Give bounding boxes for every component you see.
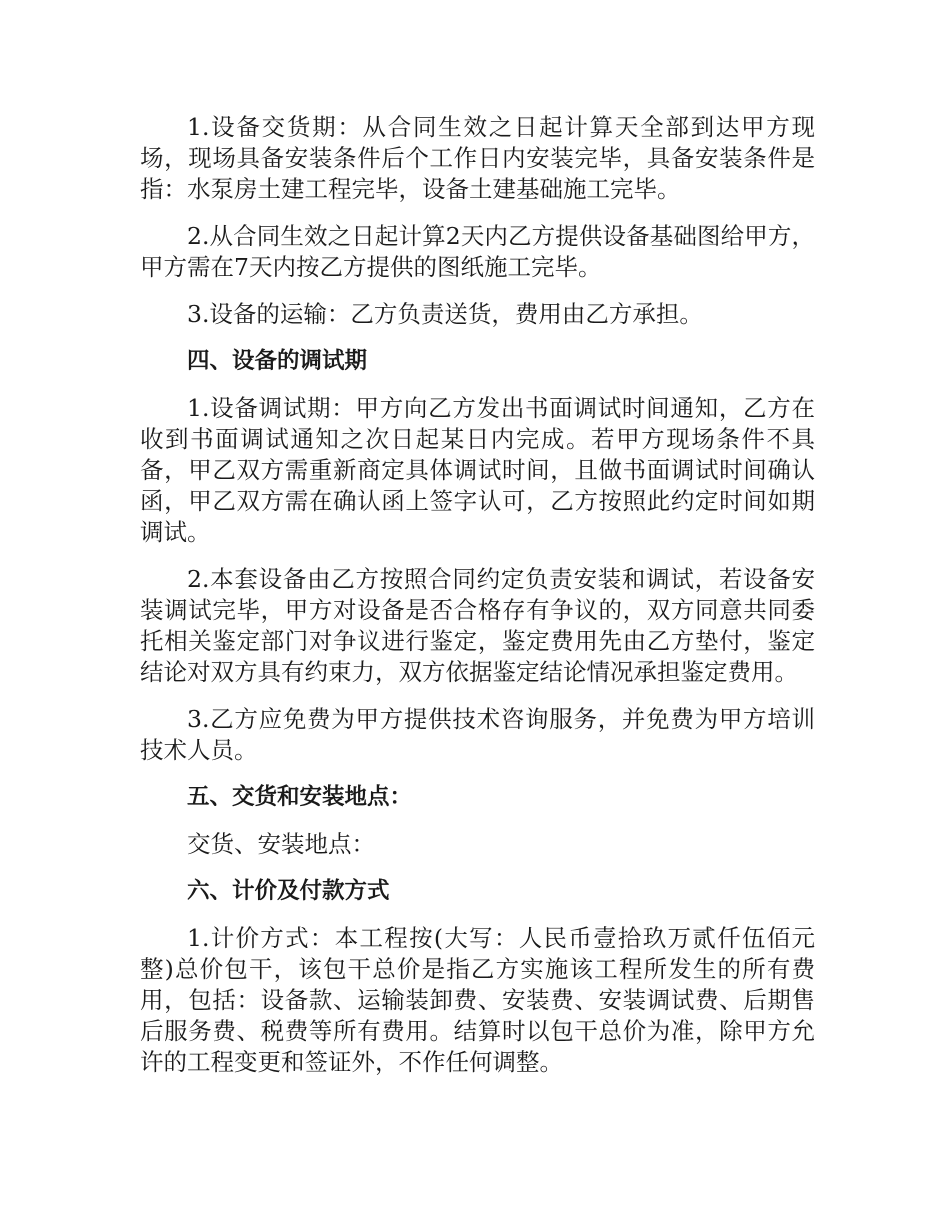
section-heading-pricing-payment: 六、计价及付款方式 — [187, 878, 390, 904]
paragraph-technical-service: 3.乙方应免费为甲方提供技术咨询服务，并免费为甲方培训技术人员。 — [140, 705, 815, 764]
paragraph-foundation-drawing: 2.从合同生效之日起计算2天内乙方提供设备基础图给甲方，甲方需在7天内按乙方提供的图纸施工完毕。 — [140, 222, 815, 281]
document-page — [140, 112, 815, 1094]
paragraph-transport: 3.设备的运输：乙方负责送货，费用由乙方承担。 — [187, 300, 703, 328]
section-heading-delivery-location: 五、交货和安装地点： — [187, 784, 413, 810]
section-heading-commissioning: 四、设备的调试期 — [187, 348, 368, 374]
paragraph-delivery-period: 1.设备交货期：从合同生效之日起计算天全部到达甲方现场，现场具备安装条件后个工作日内安装完毕，具备安装条件是指：水泵房土建工程完毕，设备土建基础施工完毕。 — [140, 113, 815, 203]
paragraph-pricing-method: 1.计价方式：本工程按(大写：人民币壹拾玖万贰仟伍佰元整)总价包干，该包干总价是指乙方实施该工程所发生的所有费用，包括：设备款、运输装卸费、安装费、安装调试费、后期售后服务费、税费等所有费用。结算时以包干总价为准，除甲方允许的工程变更和签证外，不作任何调整。 — [140, 924, 815, 1076]
paragraph-delivery-location: 交货、安装地点： — [187, 830, 375, 858]
paragraph-installation-dispute: 2.本套设备由乙方按照合同约定负责安装和调试，若设备安装调试完毕，甲方对设备是否合格存有争议的，双方同意共同委托相关鉴定部门对争议进行鉴定，鉴定费用先由乙方垫付，鉴定结论对双方具有约束力，双方依据鉴定结论情况承担鉴定费用。 — [140, 565, 815, 686]
paragraph-commissioning-period: 1.设备调试期：甲方向乙方发出书面调试时间通知，乙方在收到书面调试通知之次日起某日内完成。若甲方现场条件不具备，甲乙双方需重新商定具体调试时间，且做书面调试时间确认函，甲乙双方需在确认函上签字认可，乙方按照此约定时间如期调试。 — [140, 394, 815, 546]
